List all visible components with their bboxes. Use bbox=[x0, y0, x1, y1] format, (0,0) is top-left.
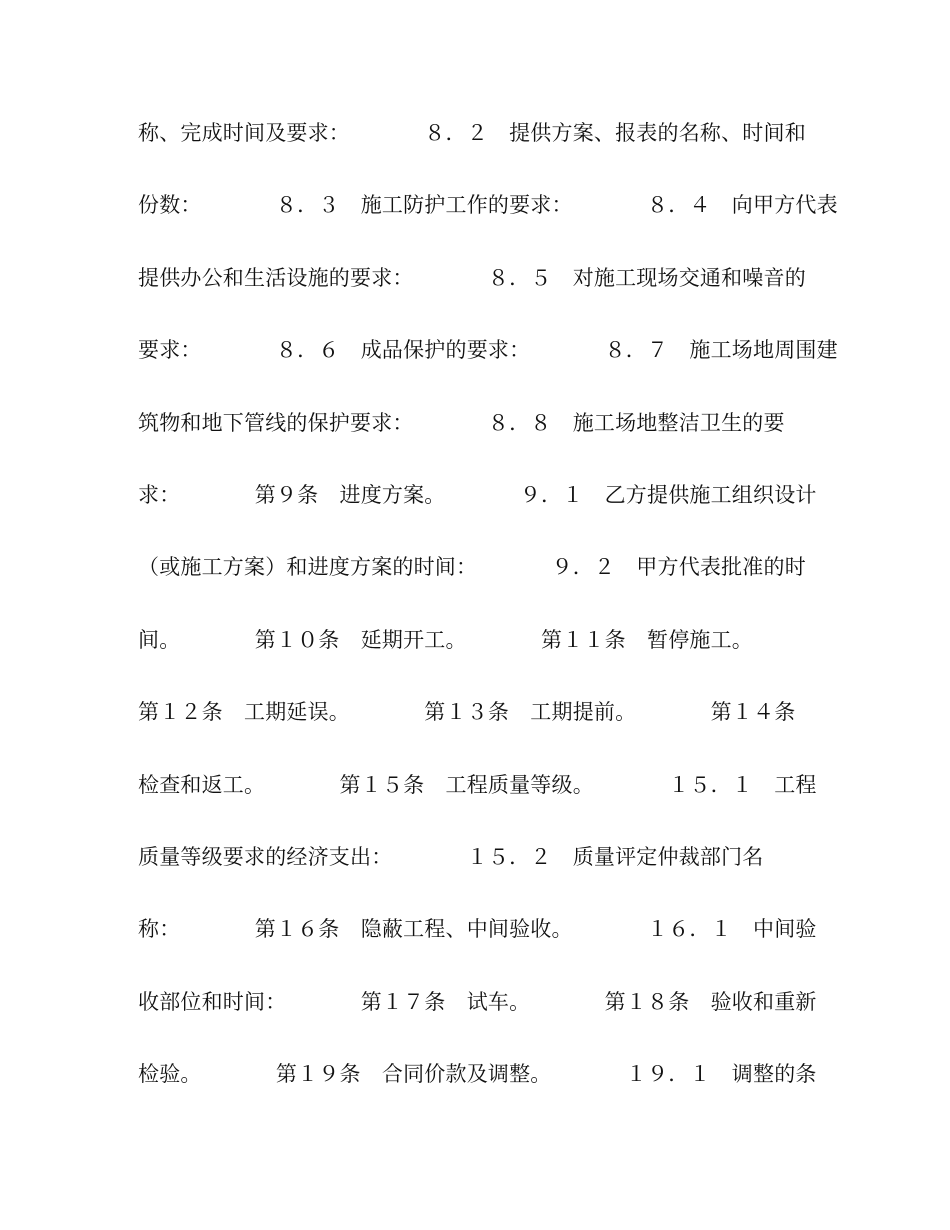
text-line: 称： 第１６条 隐蔽工程、中间验收。 １６．１ 中间验 bbox=[138, 917, 817, 942]
text-line: 筑物和地下管线的保护要求： ８．８ 施工场地整洁卫生的要 bbox=[138, 410, 785, 435]
text-line: 收部位和时间： 第１７条 试车。 第１８条 验收和重新 bbox=[138, 989, 817, 1014]
text-line: 要求： ８．６ 成品保护的要求： ８．７ 施工场地周围建 bbox=[138, 338, 838, 363]
text-line: 质量等级要求的经济支出： １５．２ 质量评定仲裁部门名 bbox=[138, 844, 764, 869]
text-line: （或施工方案）和进度方案的时间： ９．２ 甲方代表批准的时 bbox=[138, 555, 806, 580]
text-line: 第１２条 工期延误。 第１３条 工期提前。 第１４条 bbox=[138, 700, 796, 725]
text-line: 检查和返工。 第１５条 工程质量等级。 １５．１ 工程 bbox=[138, 772, 817, 797]
text-line: 求： 第９条 进度方案。 ９．１ 乙方提供施工组织设计 bbox=[138, 482, 817, 507]
text-line: 检验。 第１９条 合同价款及调整。 １９．１ 调整的条 bbox=[138, 1062, 817, 1087]
text-line: 份数： ８．３ 施工防护工作的要求： ８．４ 向甲方代表 bbox=[138, 193, 838, 218]
text-line: 间。 第１０条 延期开工。 第１１条 暂停施工。 bbox=[138, 627, 753, 652]
text-line: 提供办公和生活设施的要求： ８．５ 对施工现场交通和噪音的 bbox=[138, 265, 806, 290]
text-line: 称、完成时间及要求： ８．２ 提供方案、报表的名称、时间和 bbox=[138, 121, 806, 145]
document-body bbox=[138, 121, 838, 1134]
